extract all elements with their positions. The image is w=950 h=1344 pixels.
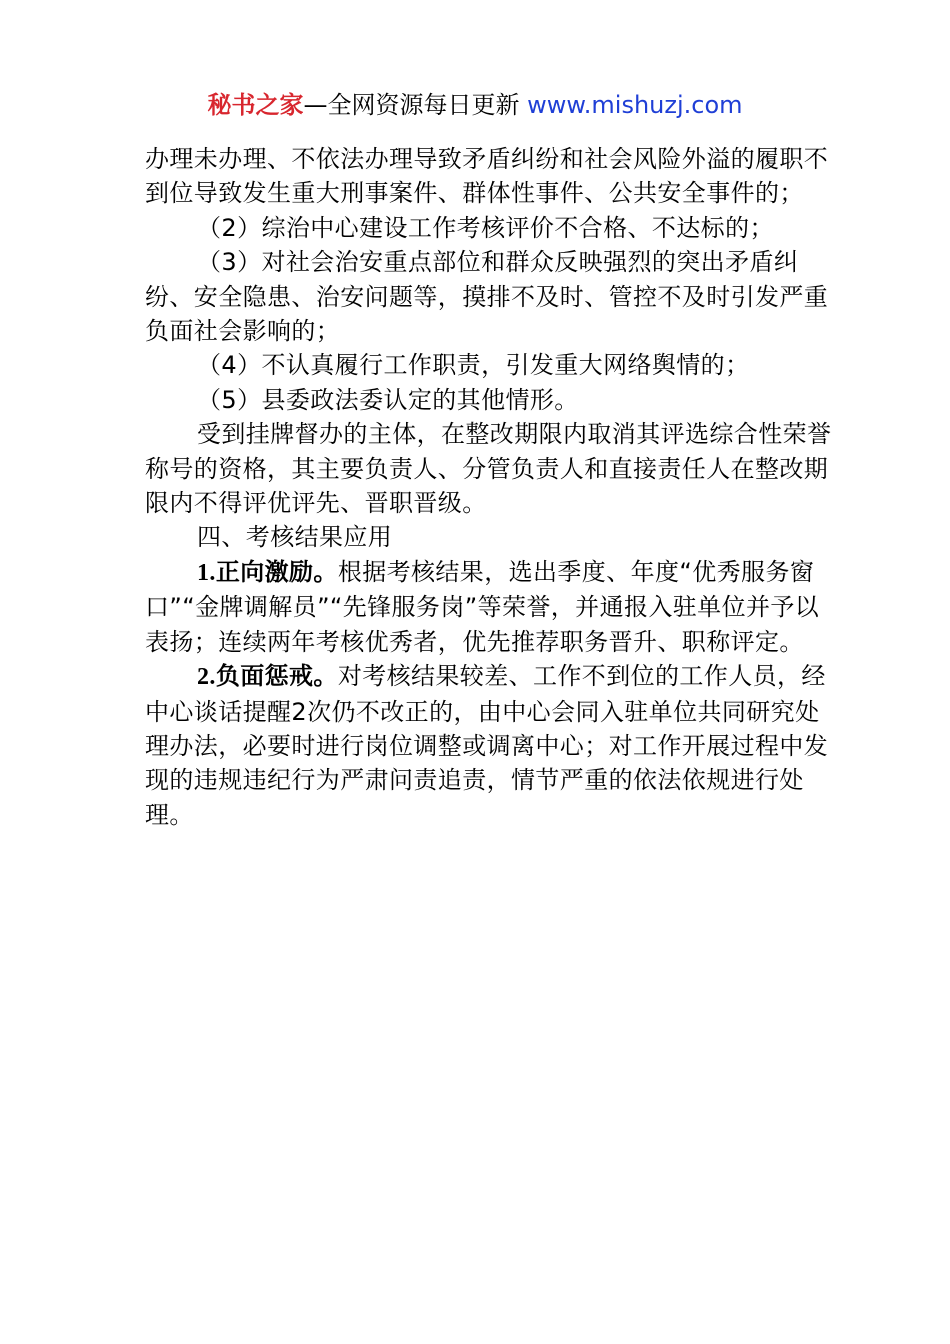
list-item-3: （3）对社会治安重点部位和群众反映强烈的突出矛盾纠纷、安全隐患、治安问题等，摸排不及时、管控不及时引发严重负面社会影响的； xyxy=(145,248,829,346)
point-positive-incentive xyxy=(145,555,835,659)
list-item-2: （2）综治中心建设工作考核评价不合格、不达标的； xyxy=(197,213,774,242)
point-negative-penalty xyxy=(145,659,835,832)
header-tagline: —全网资源每日更新 xyxy=(303,91,520,119)
document-body xyxy=(145,142,835,832)
section-title: 四、考核结果应用 xyxy=(197,523,393,552)
list-item-5: （5）县委政法委认定的其他情形。 xyxy=(197,385,579,414)
intro-paragraph: 办理未办理、不依法办理导致矛盾纠纷和社会风险外溢的履职不到位导致发生重大刑事案件、群体性事件、公共安全事件的； xyxy=(145,145,829,208)
site-url-link[interactable]: www.mishuzj.com xyxy=(527,91,743,119)
point-text: 根据考核结果，选出季度、年度“优秀服务窗口”“金牌调解员”“先锋服务岗”等荣誉，并通报入驻单位并予以表扬；连续两年考核优秀者，优先推荐职务晋升、职称评定。 xyxy=(145,557,820,656)
supervision-paragraph: 受到挂牌督办的主体，在整改期限内取消其评选综合性荣誉称号的资格，其主要负责人、分管负责人和直接责任人在整改期限内不得评优评先、晋职晋级。 xyxy=(145,420,832,518)
point-text: 对考核结果较差、工作不到位的工作人员，经中心谈话提醒2次仍不改正的，由中心会同入驻单位共同研究处理办法，必要时进行岗位调整或调离中心；对工作开展过程中发现的违规违纪行为严肃问责追责，情节严重的依法依规进行处理。 xyxy=(145,662,829,829)
list-item-4: （4）不认真履行工作职责，引发重大网络舆情的； xyxy=(197,351,750,380)
point-lead: 负面惩戒。 xyxy=(215,662,338,691)
brand-name: 秘书之家 xyxy=(207,91,304,119)
page-header xyxy=(0,88,950,122)
point-number: 2. xyxy=(197,664,216,691)
point-number: 1. xyxy=(197,559,216,586)
point-lead: 正向激励。 xyxy=(215,557,338,586)
